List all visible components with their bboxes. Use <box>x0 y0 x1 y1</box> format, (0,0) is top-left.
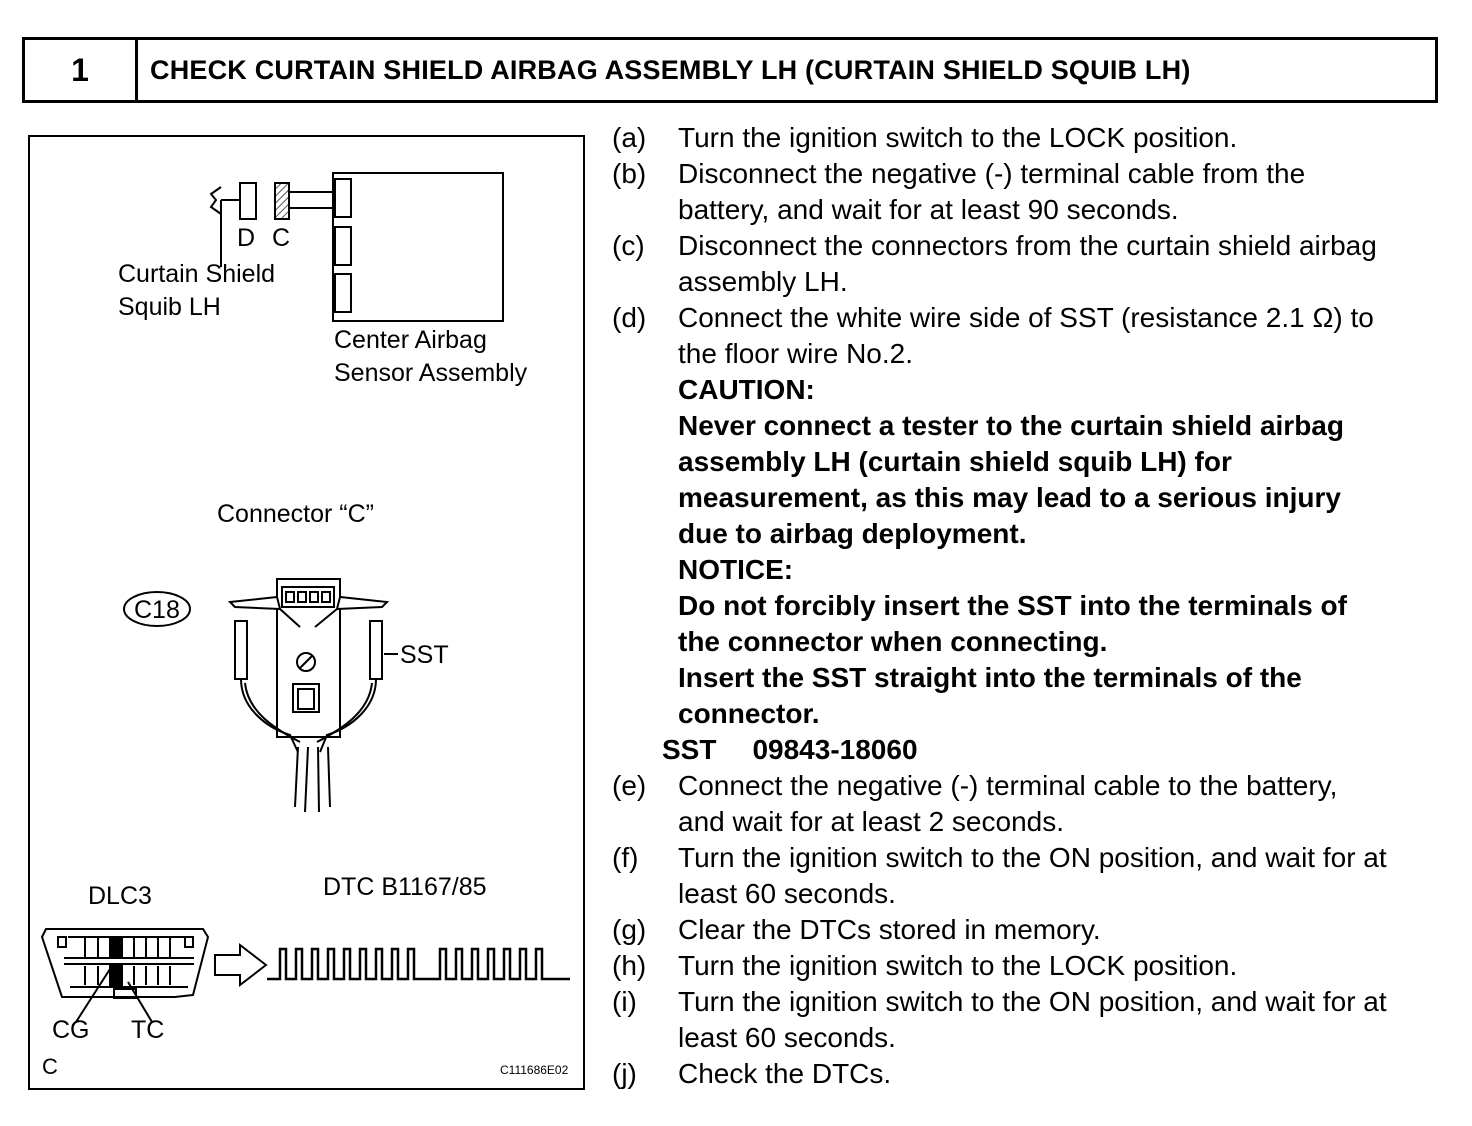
step-text: least 60 seconds. <box>678 1022 896 1053</box>
step-text: least 60 seconds. <box>678 878 896 909</box>
notice-heading: NOTICE: <box>678 554 794 585</box>
step-key: (f) <box>612 842 639 873</box>
sensor-assembly <box>333 173 503 321</box>
dtc-waveform <box>267 949 570 979</box>
sensor-label-line2: Sensor Assembly <box>334 359 528 387</box>
step-key: (b) <box>612 158 647 189</box>
step-number: 1 <box>25 40 138 100</box>
caution-line: Never connect a tester to the curtain shield airbag <box>678 410 1344 441</box>
step-key: (j) <box>612 1058 637 1089</box>
step-text: Clear the DTCs stored in memory. <box>678 914 1101 945</box>
step-text: and wait for at least 2 seconds. <box>678 806 1064 837</box>
step-d <box>612 300 1452 336</box>
step-f-continued <box>612 876 1452 912</box>
step-text: Disconnect the negative (-) terminal cable from the <box>678 158 1306 189</box>
step-c <box>612 228 1452 264</box>
step-title: CHECK CURTAIN SHIELD AIRBAG ASSEMBLY LH (CURTAIN SHIELD SQUIB LH) <box>150 54 1191 85</box>
sst-code: 09843-18060 <box>752 734 918 765</box>
caution-line: due to airbag deployment. <box>678 518 1027 549</box>
c18-label: C18 <box>134 596 180 624</box>
figure-code: C111686E02 <box>500 1063 569 1077</box>
notice-line: Insert the SST straight into the terminals of the <box>678 662 1302 693</box>
step-h <box>612 948 1452 984</box>
step-key: (h) <box>612 950 647 981</box>
dtc-label: DTC B1167/85 <box>323 873 487 901</box>
step-a <box>612 120 1452 156</box>
step-key: (a) <box>612 122 647 153</box>
notice-line: connector. <box>678 698 820 729</box>
squib-label-line1: Curtain Shield <box>118 260 276 288</box>
step-header <box>22 37 1438 103</box>
dlc3-label: DLC3 <box>88 882 152 910</box>
step-key: (g) <box>612 914 647 945</box>
dlc3-connector <box>42 929 208 1022</box>
step-text: assembly LH. <box>678 266 848 297</box>
procedure-steps <box>612 120 1452 1092</box>
cg-label: CG <box>52 1016 90 1044</box>
label-d: D <box>237 224 256 252</box>
notice-line: Do not forcibly insert the SST into the terminals of <box>678 590 1347 621</box>
step-e-continued <box>612 804 1452 840</box>
step-c-continued <box>612 264 1452 300</box>
diagram-panel <box>28 135 585 1090</box>
tc-label: TC <box>131 1016 165 1044</box>
connector-c-label: Connector “C” <box>217 500 374 528</box>
step-text: Turn the ignition switch to the ON position, and wait for at <box>678 842 1387 873</box>
signal-arrow <box>215 945 266 985</box>
step-text: Check the DTCs. <box>678 1058 892 1089</box>
step-b-continued <box>612 192 1452 228</box>
sst-label-text: SST <box>662 734 717 765</box>
step-key: (c) <box>612 230 645 261</box>
label-c: C <box>272 224 291 252</box>
step-i <box>612 984 1452 1020</box>
sst-label: SST <box>400 641 449 669</box>
notice-line: the connector when connecting. <box>678 626 1108 657</box>
step-i-continued <box>612 1020 1452 1056</box>
step-text: Turn the ignition switch to the ON position, and wait for at <box>678 986 1387 1017</box>
caution-heading: CAUTION: <box>678 374 815 405</box>
step-text: Turn the ignition switch to the LOCK position. <box>678 122 1238 153</box>
step-f <box>612 840 1452 876</box>
step-text: Disconnect the connectors from the curtain shield airbag <box>678 230 1377 261</box>
step-text: Connect the negative (-) terminal cable to the battery, <box>678 770 1338 801</box>
step-d-continued <box>612 336 1452 372</box>
step-text: battery, and wait for at least 90 seconds. <box>678 194 1179 225</box>
step-j <box>612 1056 1452 1092</box>
step-key: (e) <box>612 770 647 801</box>
step-text: Turn the ignition switch to the LOCK position. <box>678 950 1238 981</box>
step-key: (d) <box>612 302 647 333</box>
caution-line: measurement, as this may lead to a serious injury <box>678 482 1341 513</box>
step-b <box>612 156 1452 192</box>
step-e <box>612 768 1452 804</box>
step-g <box>612 912 1452 948</box>
caution-line: assembly LH (curtain shield squib LH) for <box>678 446 1232 477</box>
step-key: (i) <box>612 986 637 1017</box>
sst-line <box>612 732 1452 768</box>
step-text: Connect the white wire side of SST (resistance 2.1 Ω) to <box>678 302 1374 333</box>
corner-label: C <box>42 1054 58 1079</box>
step-text: the floor wire No.2. <box>678 338 913 369</box>
wiring-diagram <box>30 137 587 1092</box>
sensor-label-line1: Center Airbag <box>334 326 487 354</box>
squib-label-line2: Squib LH <box>118 293 221 321</box>
